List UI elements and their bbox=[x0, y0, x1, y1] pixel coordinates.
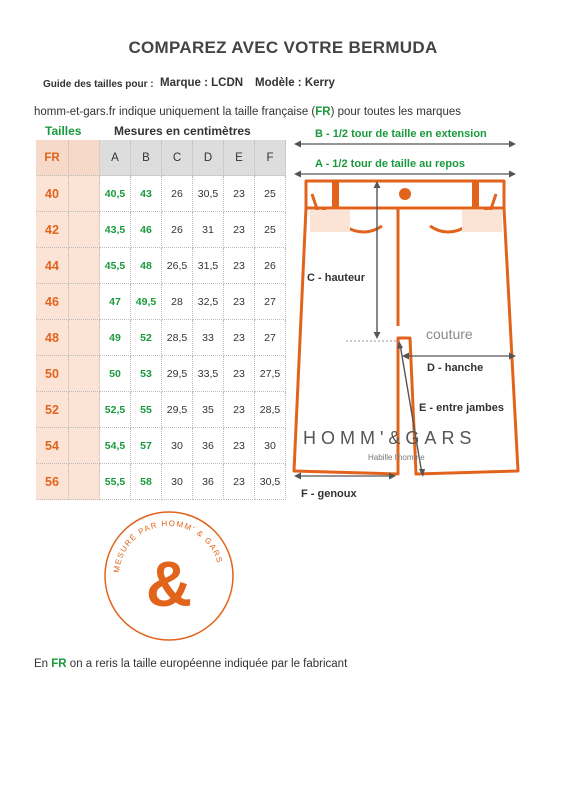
cell-c: 29,5 bbox=[162, 392, 193, 428]
row-spacer bbox=[69, 392, 100, 428]
row-spacer bbox=[69, 212, 100, 248]
cell-a: 45,5 bbox=[100, 248, 131, 284]
guide-label: Guide des tailles pour : bbox=[43, 79, 154, 90]
cell-c: 26 bbox=[162, 176, 193, 212]
cell-f: 30,5 bbox=[255, 464, 286, 500]
fr-header: FR bbox=[36, 140, 69, 176]
cell-b: 43 bbox=[131, 176, 162, 212]
table-row bbox=[36, 392, 286, 428]
footer-fr: FR bbox=[51, 658, 67, 670]
pocket-left bbox=[310, 210, 350, 232]
size-cell: 52 bbox=[36, 392, 69, 428]
footer-note bbox=[34, 658, 347, 670]
cell-f: 30 bbox=[255, 428, 286, 464]
cell-e: 23 bbox=[224, 212, 255, 248]
cell-c: 28,5 bbox=[162, 320, 193, 356]
cell-d: 31,5 bbox=[193, 248, 224, 284]
row-spacer bbox=[69, 176, 100, 212]
cell-b: 53 bbox=[131, 356, 162, 392]
pocket-right bbox=[462, 210, 502, 232]
cell-b: 46 bbox=[131, 212, 162, 248]
cell-c: 29,5 bbox=[162, 356, 193, 392]
row-spacer bbox=[69, 284, 100, 320]
arrow-head-icon bbox=[294, 141, 301, 148]
header-spacer bbox=[69, 140, 100, 176]
size-cell: 56 bbox=[36, 464, 69, 500]
couture-label: couture bbox=[426, 326, 473, 342]
cell-d: 31 bbox=[193, 212, 224, 248]
page-title: COMPAREZ AVEC VOTRE BERMUDA bbox=[128, 38, 438, 57]
row-spacer bbox=[69, 428, 100, 464]
footer-after: on a reris la taille européenne indiquée par le fabricant bbox=[66, 658, 348, 670]
size-cell: 48 bbox=[36, 320, 69, 356]
cell-e: 23 bbox=[224, 284, 255, 320]
arrow-head-icon bbox=[509, 141, 516, 148]
cell-c: 30 bbox=[162, 464, 193, 500]
size-cell: 42 bbox=[36, 212, 69, 248]
table-row bbox=[36, 248, 286, 284]
cell-d: 36 bbox=[193, 464, 224, 500]
label-e: E - entre jambes bbox=[419, 402, 504, 414]
arrow-head-icon bbox=[509, 171, 516, 178]
cell-a: 47 bbox=[100, 284, 131, 320]
brand-label: Marque : LCDN bbox=[160, 77, 244, 89]
tailles-label: Tailles bbox=[45, 124, 82, 138]
arrow-head-icon bbox=[374, 332, 381, 339]
brand-tagline: Habille l'homme bbox=[368, 453, 425, 462]
shorts-diagram bbox=[286, 126, 526, 506]
table-row bbox=[36, 320, 286, 356]
cell-b: 57 bbox=[131, 428, 162, 464]
table-row bbox=[36, 284, 286, 320]
cell-d: 36 bbox=[193, 428, 224, 464]
cell-c: 28 bbox=[162, 284, 193, 320]
brand-wordmark: HOMM'&GARS bbox=[303, 428, 477, 448]
cell-e: 23 bbox=[224, 248, 255, 284]
table-row bbox=[36, 464, 286, 500]
cell-e: 23 bbox=[224, 392, 255, 428]
cell-e: 23 bbox=[224, 320, 255, 356]
cell-c: 26,5 bbox=[162, 248, 193, 284]
cell-f: 27 bbox=[255, 320, 286, 356]
cell-f: 28,5 bbox=[255, 392, 286, 428]
button-icon bbox=[399, 188, 411, 200]
mesures-label: Mesures en centimètres bbox=[114, 124, 251, 138]
cell-f: 26 bbox=[255, 248, 286, 284]
table-row bbox=[36, 428, 286, 464]
cell-d: 30,5 bbox=[193, 176, 224, 212]
cell-d: 32,5 bbox=[193, 284, 224, 320]
col-header-b: B bbox=[131, 140, 162, 176]
cell-e: 23 bbox=[224, 464, 255, 500]
row-spacer bbox=[69, 356, 100, 392]
table-row bbox=[36, 176, 286, 212]
ampersand-icon: & bbox=[145, 548, 193, 620]
intro-after: ) pour toutes les marques bbox=[330, 106, 461, 118]
belt-loop bbox=[332, 181, 339, 209]
cell-e: 23 bbox=[224, 176, 255, 212]
cell-f: 25 bbox=[255, 212, 286, 248]
cell-b: 55 bbox=[131, 392, 162, 428]
size-cell: 46 bbox=[36, 284, 69, 320]
arrow-head-icon bbox=[294, 171, 301, 178]
cell-f: 27,5 bbox=[255, 356, 286, 392]
cell-d: 33,5 bbox=[193, 356, 224, 392]
size-cell: 54 bbox=[36, 428, 69, 464]
row-spacer bbox=[69, 464, 100, 500]
label-a: A - 1/2 tour de taille au repos bbox=[315, 158, 465, 170]
label-f: F - genoux bbox=[301, 488, 357, 500]
size-cell: 40 bbox=[36, 176, 69, 212]
intro-text bbox=[34, 106, 461, 118]
cell-f: 25 bbox=[255, 176, 286, 212]
cell-d: 33 bbox=[193, 320, 224, 356]
label-c: C - hauteur bbox=[307, 272, 366, 284]
footer-before: En bbox=[34, 658, 52, 670]
cell-a: 49 bbox=[100, 320, 131, 356]
cell-b: 48 bbox=[131, 248, 162, 284]
cell-c: 30 bbox=[162, 428, 193, 464]
size-cell: 50 bbox=[36, 356, 69, 392]
cell-b: 49,5 bbox=[131, 284, 162, 320]
cell-e: 23 bbox=[224, 428, 255, 464]
cell-f: 27 bbox=[255, 284, 286, 320]
cell-a: 40,5 bbox=[100, 176, 131, 212]
cell-b: 58 bbox=[131, 464, 162, 500]
size-cell: 44 bbox=[36, 248, 69, 284]
cell-e: 23 bbox=[224, 356, 255, 392]
cell-c: 26 bbox=[162, 212, 193, 248]
table-row bbox=[36, 212, 286, 248]
table-row bbox=[36, 356, 286, 392]
col-header-e: E bbox=[224, 140, 255, 176]
intro-before: homm-et-gars.fr indique uniquement la taille française ( bbox=[34, 106, 316, 118]
belt-loop bbox=[472, 181, 479, 209]
label-b: B - 1/2 tour de taille en extension bbox=[315, 128, 487, 140]
intro-fr: FR bbox=[315, 106, 331, 118]
size-table bbox=[36, 140, 286, 500]
cell-a: 54,5 bbox=[100, 428, 131, 464]
cell-a: 43,5 bbox=[100, 212, 131, 248]
cell-a: 52,5 bbox=[100, 392, 131, 428]
size-table-header bbox=[36, 140, 286, 176]
cell-a: 55,5 bbox=[100, 464, 131, 500]
mesure-logo bbox=[102, 509, 236, 643]
label-d: D - hanche bbox=[427, 362, 484, 374]
row-spacer bbox=[69, 248, 100, 284]
model-label: Modèle : Kerry bbox=[255, 77, 335, 89]
col-header-c: C bbox=[162, 140, 193, 176]
logo-ring-text: MESURÉ PAR HOMM' & GARS bbox=[112, 518, 225, 574]
cell-d: 35 bbox=[193, 392, 224, 428]
col-header-f: F bbox=[255, 140, 286, 176]
cell-a: 50 bbox=[100, 356, 131, 392]
arrow-head-icon bbox=[294, 473, 301, 480]
col-header-a: A bbox=[100, 140, 131, 176]
cell-b: 52 bbox=[131, 320, 162, 356]
row-spacer bbox=[69, 320, 100, 356]
col-header-d: D bbox=[193, 140, 224, 176]
